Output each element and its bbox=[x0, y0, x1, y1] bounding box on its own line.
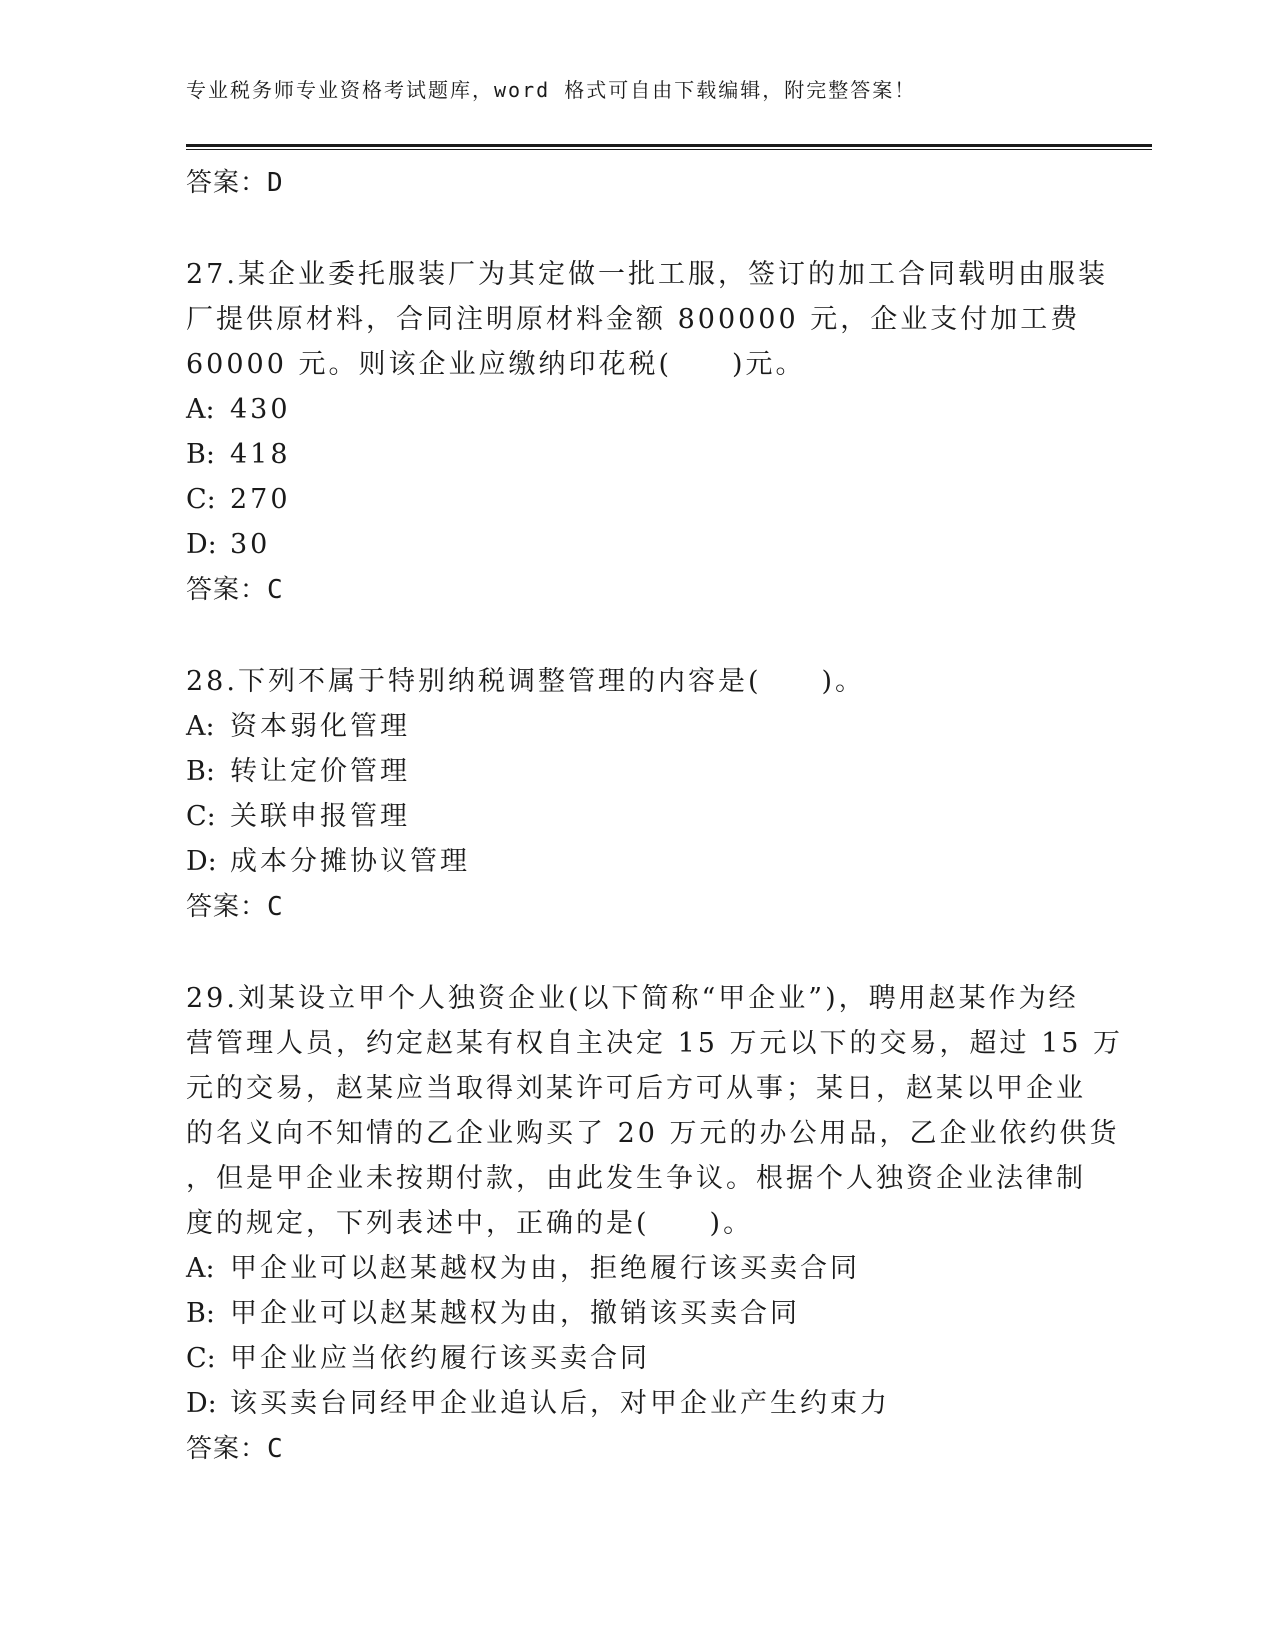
option-letter: C: bbox=[186, 1343, 216, 1374]
option-c bbox=[186, 794, 1086, 839]
stem-line: 度的规定，下列表述中，正确的是( )。 bbox=[186, 1208, 754, 1239]
option-text: 270 bbox=[230, 484, 291, 515]
option-c bbox=[186, 1336, 1086, 1381]
stem-line: 的名义向不知情的乙企业购买了 20 万元的办公用品，乙企业依约供货 bbox=[186, 1118, 1120, 1149]
option-d bbox=[186, 522, 1086, 567]
divider-thin-line bbox=[186, 149, 1152, 150]
option-text: 关联申报管理 bbox=[230, 801, 410, 832]
option-letter: D: bbox=[186, 846, 217, 877]
option-text: 甲企业应当依约履行该买卖合同 bbox=[230, 1343, 650, 1374]
option-letter: B: bbox=[186, 1298, 215, 1329]
option-b bbox=[186, 432, 1086, 477]
option-a bbox=[186, 704, 1086, 749]
stem-line: 60000 元。则该企业应缴纳印花税( )元。 bbox=[186, 349, 806, 380]
answer-line: 答案：C bbox=[186, 575, 284, 605]
question-28 bbox=[186, 659, 1086, 930]
question-list bbox=[186, 160, 1124, 1472]
option-letter: C: bbox=[186, 484, 216, 515]
stem-line: 元的交易，赵某应当取得刘某许可后方可从事；某日，赵某以甲企业 bbox=[186, 1073, 1086, 1104]
option-text: 成本分摊协议管理 bbox=[230, 846, 470, 877]
option-letter: B: bbox=[186, 439, 215, 470]
answer-line: 答案：C bbox=[186, 1434, 284, 1464]
stem-line: 营管理人员，约定赵某有权自主决定 15 万元以下的交易，超过 15 万 bbox=[186, 1028, 1124, 1059]
option-letter: D: bbox=[186, 529, 217, 560]
option-letter: A: bbox=[186, 711, 215, 742]
stem-line: 厂提供原材料，合同注明原材料金额 800000 元，企业支付加工费 bbox=[186, 304, 1081, 335]
option-letter: B: bbox=[186, 756, 215, 787]
option-letter: A: bbox=[186, 394, 215, 425]
question-stem bbox=[186, 252, 1108, 387]
header-divider bbox=[186, 144, 1152, 150]
option-b bbox=[186, 1291, 1086, 1336]
option-c bbox=[186, 477, 1086, 522]
option-d bbox=[186, 1381, 1086, 1426]
option-text: 该买卖台同经甲企业追认后，对甲企业产生约束力 bbox=[230, 1388, 890, 1419]
question-stem bbox=[186, 659, 1086, 704]
option-b bbox=[186, 749, 1086, 794]
page-header: 专业税务师专业资格考试题库，word 格式可自由下载编辑，附完整答案！ bbox=[186, 78, 917, 102]
stem-line: 27.某企业委托服装厂为其定做一批工服，签订的加工合同载明由服装 bbox=[186, 259, 1108, 290]
question-29 bbox=[186, 976, 1124, 1472]
stem-line: 29.刘某设立甲个人独资企业(以下简称“甲企业”)，聘用赵某作为经 bbox=[186, 983, 1079, 1014]
option-text: 30 bbox=[230, 529, 271, 560]
option-d bbox=[186, 839, 1086, 884]
answer-line: 答案：C bbox=[186, 892, 284, 922]
option-text: 430 bbox=[230, 394, 291, 425]
option-text: 转让定价管理 bbox=[230, 756, 410, 787]
previous-answer: 答案：D bbox=[186, 168, 284, 198]
option-letter: D: bbox=[186, 1388, 217, 1419]
option-a bbox=[186, 387, 1086, 432]
option-letter: C: bbox=[186, 801, 216, 832]
divider-thick-line bbox=[186, 144, 1152, 147]
option-a bbox=[186, 1246, 1086, 1291]
option-text: 418 bbox=[230, 439, 291, 470]
option-letter: A: bbox=[186, 1253, 215, 1284]
option-text: 甲企业可以赵某越权为由，撤销该买卖合同 bbox=[230, 1298, 800, 1329]
option-text: 资本弱化管理 bbox=[230, 711, 410, 742]
stem-line: ，但是甲企业未按期付款，由此发生争议。根据个人独资企业法律制 bbox=[186, 1163, 1086, 1194]
question-stem bbox=[186, 976, 1124, 1246]
question-27 bbox=[186, 252, 1108, 613]
stem-line: 28.下列不属于特别纳税调整管理的内容是( )。 bbox=[186, 666, 866, 697]
option-text: 甲企业可以赵某越权为由，拒绝履行该买卖合同 bbox=[230, 1253, 860, 1284]
